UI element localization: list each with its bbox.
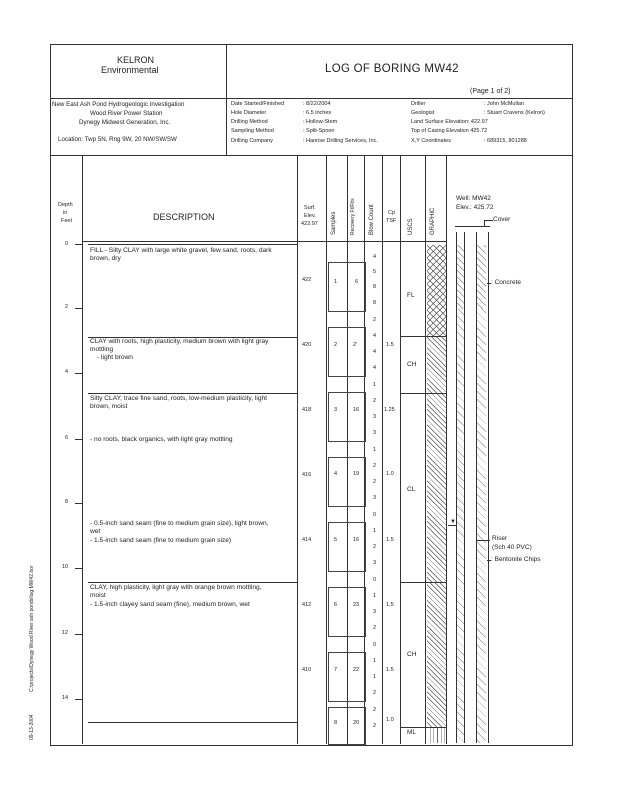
well-casing	[464, 232, 477, 743]
blow-count: 1	[373, 382, 377, 388]
recovery-value: 23	[353, 602, 360, 608]
layer-description: - 1.5-inch sand seam (fine to medium grain size)	[90, 537, 232, 544]
well-label-riser-spec: (Sch 40 PVC)	[492, 544, 532, 551]
blow-count: 0	[373, 577, 377, 583]
blow-count: 2	[373, 479, 377, 485]
well-elevation: Elev.: 425.72	[456, 204, 494, 211]
recovery-value: 2'	[353, 342, 358, 348]
layer-description: - 0.5-inch sand seam (fine to medium grain size), light brown, wet	[90, 520, 269, 535]
sample-number: 4	[334, 471, 338, 477]
header-divider	[226, 44, 227, 98]
layer-description: - 1.5-inch clayey sand seam (fine), medium brown, wet	[90, 601, 250, 608]
description-header: DESCRIPTION	[153, 212, 215, 222]
print-date-note: 09-13-2004	[29, 714, 35, 740]
well-label-riser: Riser	[492, 535, 508, 542]
layer-description: Silty CLAY, trace fine sand, roots, low-medium plasticity, light brown, moist	[90, 395, 268, 410]
depth-header: Feet	[61, 218, 73, 224]
blow-count: 4	[373, 365, 377, 371]
layer-box	[88, 393, 297, 394]
sample-number: 2	[334, 342, 338, 348]
recovery-value: 22	[353, 667, 360, 673]
blow-count: 8	[373, 284, 377, 290]
blow-count: 2	[373, 317, 377, 323]
blow-count: 3	[373, 430, 377, 436]
blow-count: 3	[373, 609, 377, 615]
sample-number: 8	[334, 720, 338, 726]
recovery-value: 20	[353, 720, 360, 726]
sample-number: 6	[334, 602, 338, 608]
water-level	[448, 525, 456, 526]
info-label: Land Surface Elevation: 422.97	[411, 119, 488, 125]
elevation-value: 416	[302, 472, 312, 478]
recovery-value: 16	[353, 537, 360, 543]
elevation-value: 414	[302, 537, 312, 543]
blow-count: 0	[373, 642, 377, 648]
elev-header: Elev.	[304, 213, 316, 219]
blow-count: 2	[373, 707, 377, 713]
page-title: LOG OF BORING MW42	[325, 63, 459, 75]
recovery-value: 16	[353, 407, 360, 413]
elev-header: Surf.	[304, 205, 316, 211]
company-subtitle: Environmental	[101, 65, 159, 75]
blow-count: 2	[373, 463, 377, 469]
elevation-value: 420	[302, 342, 312, 348]
cp-header: TSF	[386, 218, 397, 224]
project-location: Location: Twp 5N, Rng 9W, 20 NW/SW/SW	[58, 136, 177, 143]
uscs-code: CL	[407, 486, 416, 493]
sample-number: 7	[334, 667, 338, 673]
silt-pattern	[427, 728, 446, 743]
blow-count: 0	[373, 512, 377, 518]
blow-count: 2	[373, 723, 377, 729]
blow-count: 1	[373, 447, 377, 453]
blow-count: 2	[373, 625, 377, 631]
page-number: (Page 1 of 2)	[470, 88, 511, 95]
water-level-icon: ▼	[450, 519, 456, 525]
blow-count: 1	[373, 528, 377, 534]
blow-count: 1	[373, 674, 377, 680]
elev-header: 422.97	[301, 221, 318, 227]
uscs-header: USCS	[408, 218, 414, 235]
info-label: Hole Diameter	[231, 110, 267, 116]
samples-header: Samples	[331, 211, 337, 235]
well-label-bentonite: : Bentonite Chips	[491, 556, 541, 563]
recovery-value: 19	[353, 471, 360, 477]
fill-pattern	[427, 245, 446, 336]
depth-tick: 0	[65, 241, 69, 247]
cp-value: 1.5	[386, 537, 394, 543]
project-site: Wood River Power Station	[90, 110, 163, 117]
blow-count: 4	[373, 333, 377, 339]
info-value: : 689315, 801288	[484, 138, 527, 144]
company-name: KELRON	[117, 55, 155, 65]
depth-tick: 2	[65, 304, 69, 310]
info-label: Geologist	[411, 110, 435, 116]
uscs-code: ML	[407, 729, 417, 736]
layer-box	[88, 582, 297, 583]
layer-description: - light brown	[97, 354, 133, 361]
info-value: : Stuart Cravens (Kelron)	[484, 110, 545, 116]
project-client: Dynegy Midwest Generation, Inc.	[79, 119, 171, 126]
sample-number: 3	[334, 407, 338, 413]
info-value: : John McMullan	[484, 101, 525, 107]
layer-box	[88, 722, 297, 723]
layer-description: - no roots, black organics, with light gray mottling	[90, 436, 233, 443]
file-path-note: C:\projects\Dynegy Wood River ash ponds\log MW42.bor	[29, 565, 35, 692]
elevation-value: 410	[302, 667, 312, 673]
depth-tick: 8	[65, 499, 69, 505]
info-label: Driller	[411, 101, 426, 107]
info-label: X,Y Coordinates	[411, 138, 451, 144]
clay-pattern	[427, 337, 446, 393]
cp-value: 1.0	[386, 471, 394, 477]
blow-count-header: Blow Count	[369, 204, 375, 235]
info-label: Drilling Company	[231, 138, 273, 144]
depth-tick: 6	[65, 435, 69, 441]
cp-value: 1.5	[386, 342, 394, 348]
info-label: Date Started/Finished	[231, 101, 285, 107]
blow-count: 8	[373, 300, 377, 306]
depth-header: Depth	[58, 202, 73, 208]
depth-header: in	[63, 210, 68, 216]
uscs-code: FL	[407, 292, 415, 299]
blow-count: 3	[373, 495, 377, 501]
layer-description: CLAY, high plasticity, light gray with orange brown mottling, moist	[90, 584, 262, 599]
silty-clay-pattern	[427, 394, 446, 582]
info-value: : 8/22/2004	[303, 101, 331, 107]
blow-count: 5	[373, 269, 377, 275]
blow-count: 4	[373, 349, 377, 355]
info-label: Sampling Method	[231, 128, 274, 134]
sample-number: 1	[334, 279, 338, 285]
blow-count: 3	[373, 414, 377, 420]
blow-count: 2	[373, 690, 377, 696]
blow-count: 2	[373, 398, 377, 404]
sample-number: 5	[334, 537, 338, 543]
well-name: Well: MW42	[456, 195, 491, 202]
blow-count: 2	[373, 544, 377, 550]
info-label: Top of Casing Elevation 425.72	[411, 128, 488, 134]
info-value: : 6.5 inches	[303, 110, 332, 116]
cp-value: 1.5	[386, 667, 394, 673]
recovery-header: Recovery Ft/Ft/s	[350, 198, 356, 235]
cp-header: Cp	[388, 210, 396, 216]
layer-description: CLAY with roots, high plasticity, medium brown with light gray mottling	[90, 338, 269, 353]
blow-count: 1	[373, 658, 377, 664]
elevation-value: 418	[302, 407, 312, 413]
recovery-value: 6	[355, 279, 359, 285]
info-value: : Hanrise Drilling Services, Inc.	[303, 138, 378, 144]
elevation-value: 422	[302, 277, 312, 283]
layer-description: FILL - Silty CLAY with large white gravel, few sand, roots, dark brown, dry	[90, 247, 272, 262]
blow-count: 3	[373, 560, 377, 566]
info-label: Drilling Method	[231, 119, 268, 125]
info-value: : Hollow-Stem	[303, 119, 338, 125]
cover-label: Cover	[493, 216, 511, 223]
graphic-header: GRAPHIC	[430, 207, 436, 235]
uscs-code: CH	[407, 651, 417, 658]
blow-count: 1	[373, 593, 377, 599]
info-value: : Split-Spoon	[303, 128, 335, 134]
project-name: New East Ash Pond Hydrogeologic Investigation	[52, 101, 185, 108]
cp-value: 1.5	[386, 602, 394, 608]
elevation-value: 412	[302, 602, 312, 608]
depth-tick: 4	[65, 369, 69, 375]
depth-tick: 12	[62, 630, 69, 636]
depth-tick: 14	[62, 695, 69, 701]
blow-count: 4	[373, 254, 377, 260]
cp-value: 1.0	[386, 717, 394, 723]
cp-value: 1.25	[384, 407, 395, 413]
well-label-concrete: : Concrete	[491, 279, 521, 286]
depth-tick: 10	[62, 564, 69, 570]
clay-pattern	[427, 583, 446, 727]
uscs-code: CH	[407, 361, 417, 368]
